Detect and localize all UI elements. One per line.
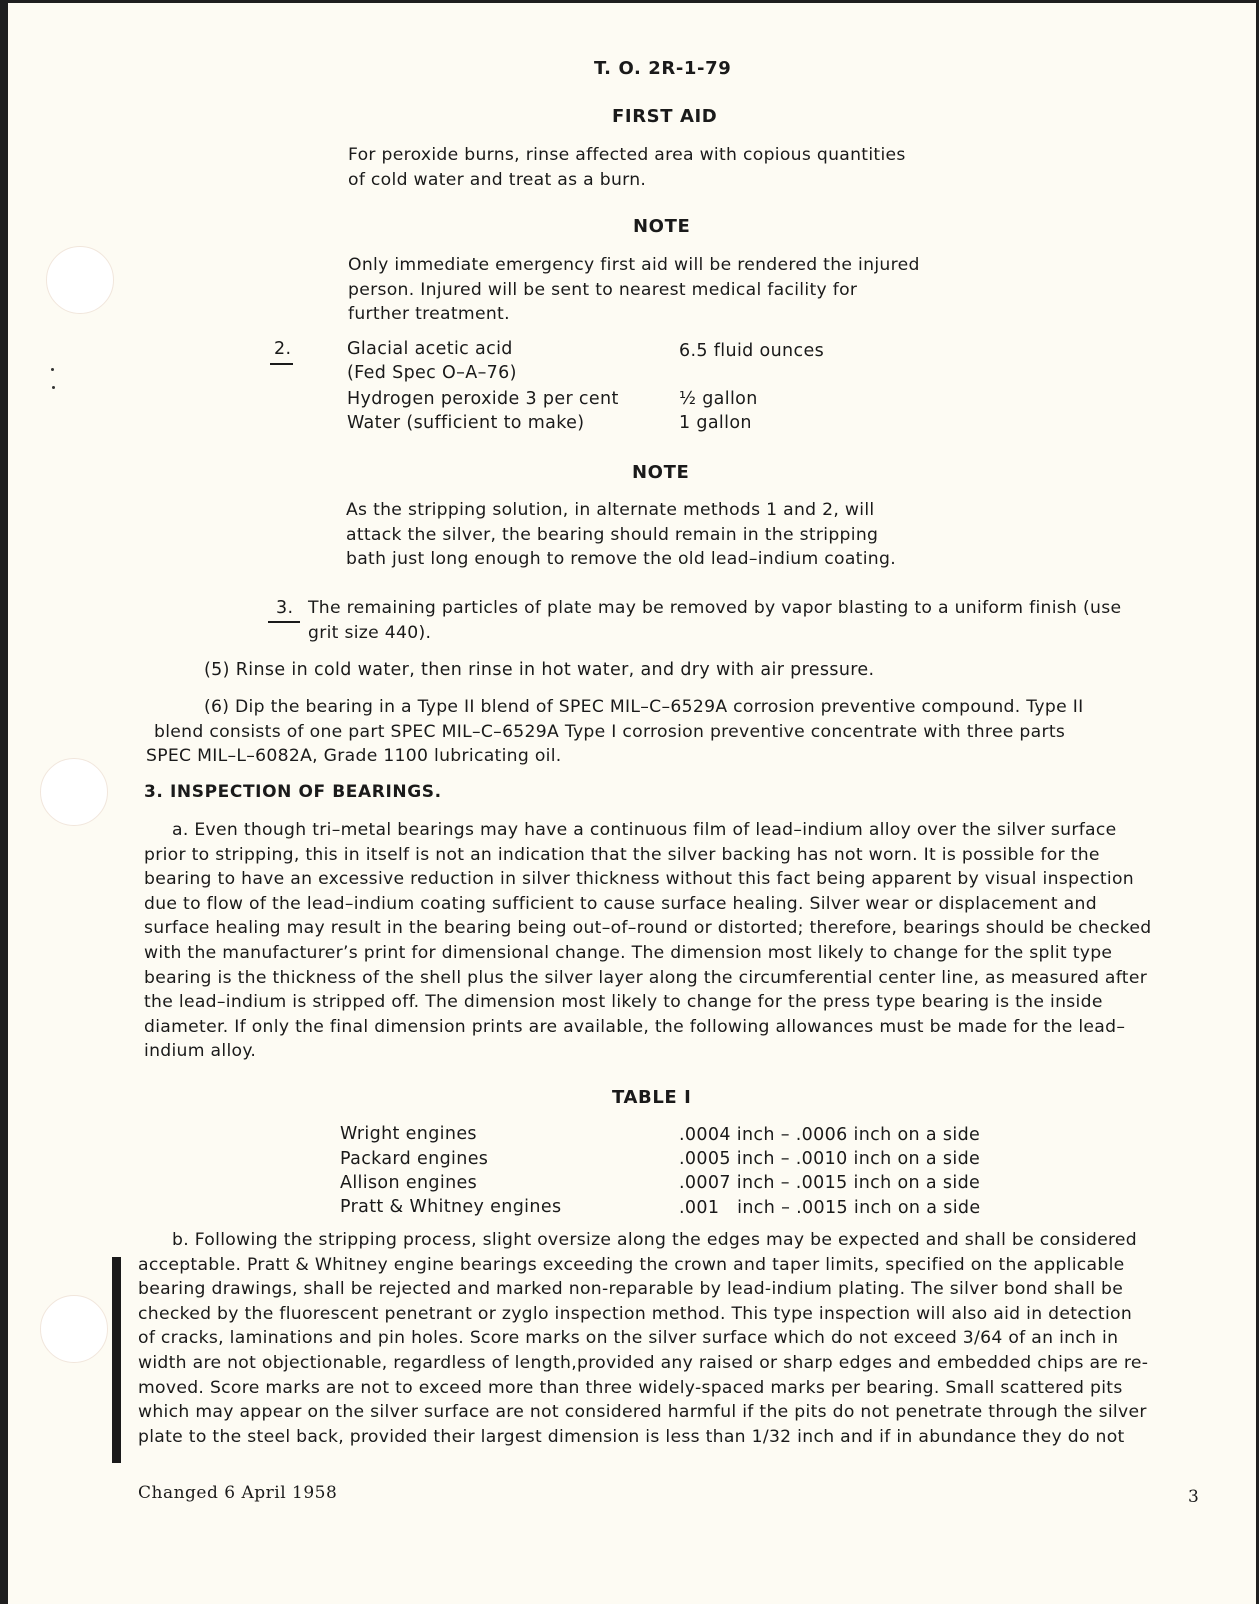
note-text bbox=[346, 498, 896, 572]
text-line: grit size 440). bbox=[308, 622, 432, 643]
text-line: bearing drawings, shall be rejected and marked non-reparable by lead-indium plating. The silver bond shall be bbox=[138, 1279, 1124, 1300]
text-line: bearing is the thickness of the shell plus the silver layer along the circumferential center line, as measured after bbox=[144, 967, 1148, 988]
text-line: further treatment. bbox=[348, 304, 510, 325]
method-number: 2. bbox=[270, 337, 293, 365]
text-line: moved. Score marks are not to exceed more than three widely-spaced marks per bearing. Small scattered pits bbox=[138, 1377, 1123, 1398]
ingredient-name: Water (sufficient to make) bbox=[347, 413, 585, 433]
text-line: diameter. If only the final dimension prints are available, the following allowances must be made for the lead– bbox=[144, 1016, 1126, 1037]
ingredient-name: Glacial acetic acid bbox=[347, 339, 513, 359]
text-line: of cold water and treat as a burn. bbox=[348, 169, 647, 190]
change-date: Changed 6 April 1958 bbox=[138, 1483, 338, 1503]
text-line: The remaining particles of plate may be removed by vapor blasting to a uniform finish (use bbox=[308, 598, 1122, 618]
table-cell-allowance: .001 inch – .0015 inch on a side bbox=[679, 1198, 981, 1218]
paragraph-b bbox=[138, 1228, 1148, 1449]
text-line: surface healing may result in the bearing being out–of–round or distorted; therefore, bearings should be checked bbox=[144, 918, 1152, 939]
note-heading: NOTE bbox=[632, 462, 690, 483]
step-6 bbox=[146, 695, 1083, 769]
table-cell-engine: Wright engines bbox=[340, 1124, 477, 1144]
table-title: TABLE I bbox=[612, 1087, 692, 1108]
text-line: the lead–indium is stripped off. The dimension most likely to change for the press type bearing is the inside bbox=[144, 992, 1103, 1013]
text-line: As the stripping solution, in alternate methods 1 and 2, will bbox=[346, 500, 875, 520]
text-line: prior to stripping, this in itself is not an indication that the silver backing has not worn. It is possible for the bbox=[144, 844, 1100, 865]
text-line: (6) Dip the bearing in a Type II blend of SPEC MIL–C–6529A corrosion preventive compound. Type II bbox=[204, 697, 1084, 717]
text-line: width are not objectionable, regardless of length,provided any raised or sharp edges and embedded chips are re- bbox=[138, 1352, 1149, 1373]
method-number: 3. bbox=[276, 598, 294, 618]
doc-number: T. O. 2R-1-79 bbox=[594, 58, 732, 79]
scan-speck bbox=[52, 386, 55, 389]
note-heading: NOTE bbox=[633, 216, 691, 237]
change-bar bbox=[112, 1257, 121, 1463]
table-cell-allowance: .0005 inch – .0010 inch on a side bbox=[679, 1149, 981, 1169]
method-text bbox=[308, 596, 1121, 645]
text-line: due to flow of the lead–indium coating sufficient to cause surface healing. Silver wear or displacement and bbox=[144, 893, 1097, 914]
text-line: b. Following the stripping process, slight oversize along the edges may be expected and shall be considered bbox=[172, 1230, 1138, 1250]
table-cell-allowance: .0007 inch – .0015 inch on a side bbox=[679, 1173, 981, 1193]
note-text bbox=[348, 253, 920, 327]
text-line: bath just long enough to remove the old lead–indium coating. bbox=[346, 549, 896, 570]
ingredient-amount: 1 gallon bbox=[679, 413, 752, 433]
punch-hole-middle bbox=[40, 758, 108, 826]
text-line: person. Injured will be sent to nearest medical facility for bbox=[348, 279, 858, 300]
text-line: blend consists of one part SPEC MIL–C–6529A Type I corrosion preventive concentrate with three parts bbox=[154, 721, 1066, 742]
ingredient-amount: 6.5 fluid ounces bbox=[679, 341, 825, 361]
text-line: attack the silver, the bearing should remain in the stripping bbox=[346, 524, 879, 545]
table-cell-engine: Pratt & Whitney engines bbox=[340, 1197, 562, 1217]
text-line: SPEC MIL–L–6082A, Grade 1100 lubricating oil. bbox=[146, 746, 562, 767]
ingredient-name: Hydrogen peroxide 3 per cent bbox=[347, 389, 619, 409]
punch-hole-bottom bbox=[40, 1295, 108, 1363]
text-line: of cracks, laminations and pin holes. Score marks on the silver surface which do not exceed 3/64 of an inch in bbox=[138, 1328, 1119, 1349]
document-page bbox=[8, 3, 1256, 1604]
ingredient-amount: ½ gallon bbox=[679, 389, 758, 409]
first-aid-heading: FIRST AID bbox=[612, 106, 718, 127]
text-line: bearing to have an excessive reduction in silver thickness without this fact being apparent by visual inspection bbox=[144, 869, 1134, 890]
scan-speck bbox=[51, 368, 54, 371]
method-number-underline bbox=[268, 621, 300, 623]
text-line: acceptable. Pratt & Whitney engine bearings exceeding the crown and taper limits, specified on the applicable bbox=[138, 1254, 1125, 1275]
section-heading: 3. INSPECTION OF BEARINGS. bbox=[144, 782, 442, 802]
first-aid-text bbox=[348, 143, 906, 192]
text-line: Only immediate emergency first aid will be rendered the injured bbox=[348, 255, 920, 275]
step-5: (5) Rinse in cold water, then rinse in hot water, and dry with air pressure. bbox=[204, 660, 875, 680]
table-cell-engine: Allison engines bbox=[340, 1173, 478, 1193]
punch-hole-top bbox=[46, 246, 114, 314]
text-line: a. Even though tri–metal bearings may have a continuous film of lead–indium alloy over the silver surface bbox=[172, 820, 1117, 840]
table-cell-allowance: .0004 inch – .0006 inch on a side bbox=[679, 1125, 981, 1145]
text-line: For peroxide burns, rinse affected area with copious quantities bbox=[348, 145, 906, 165]
text-line: plate to the steel back, provided their largest dimension is less than 1/32 inch and if in abundance they do not bbox=[138, 1426, 1125, 1447]
text-line: which may appear on the silver surface are not considered harmful if the pits do not penetrate through the silver bbox=[138, 1402, 1147, 1423]
page-number: 3 bbox=[1188, 1487, 1200, 1507]
text-line: indium alloy. bbox=[144, 1041, 257, 1062]
text-line: checked by the fluorescent penetrant or zyglo inspection method. This type inspection will also aid in detection bbox=[138, 1303, 1133, 1324]
paragraph-a bbox=[144, 818, 1151, 1064]
ingredient-name: (Fed Spec O–A–76) bbox=[347, 363, 517, 383]
table-cell-engine: Packard engines bbox=[340, 1149, 489, 1169]
text-line: with the manufacturer’s print for dimensional change. The dimension most likely to change for the split type bbox=[144, 942, 1113, 963]
